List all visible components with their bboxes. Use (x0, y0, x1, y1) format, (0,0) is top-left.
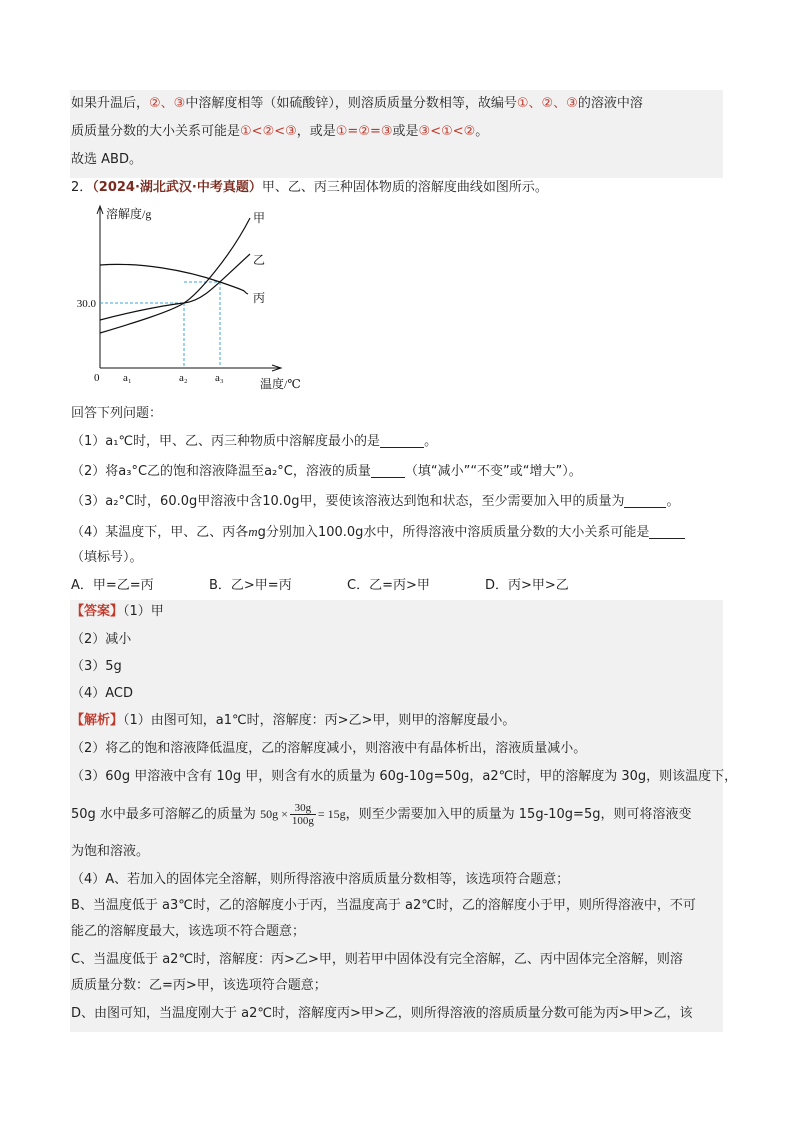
question-stem: 甲、乙、丙三种固体物质的溶解度曲线如图所示。 (261, 180, 548, 195)
sub-text: a₃°C (118, 464, 148, 479)
sub-text: 甲，要使该溶液达到饱和状态，至少需要加入甲的质量为 (299, 494, 625, 509)
sub-text: （4）某温度下，甲、乙、丙各 (71, 525, 249, 540)
analysis-line-2: （2）将乙的饱和溶液降低温度，乙的溶解度减小，则溶液中有晶体析出，溶液质量减小。 (71, 741, 587, 756)
answer-blank[interactable] (371, 463, 405, 478)
option-a[interactable]: A．甲=乙=丙 (71, 578, 154, 593)
answer-line-3: （3）5g (71, 659, 122, 674)
analysis-line-10: 质质量分数：乙=丙>甲，该选项符合题意； (71, 978, 327, 993)
prev-mark: ①<②<③ (240, 124, 297, 139)
y-tick-label: 30.0 (76, 298, 96, 310)
prev-mark: ①=②=③ (335, 124, 393, 139)
analysis-line-8: 能乙的溶解度最大，该选项不符合题意； (71, 924, 306, 939)
answer-blank[interactable] (624, 493, 666, 508)
sub-text: 100.0g (317, 525, 364, 540)
answer-line-4: （4）ACD (71, 686, 134, 701)
question-title (71, 178, 548, 198)
x-axis-label: 温度/℃ (260, 377, 301, 391)
answer-text: （1）甲 (123, 604, 164, 619)
analysis-line-9: C、当温度低于 a2℃时，溶解度：丙>乙>甲，则若甲中固体没有完全溶解，乙、丙中固体完全溶解，则溶 (71, 952, 683, 967)
sub-text: m (248, 524, 258, 539)
x-tick-label: a₂ (179, 372, 188, 384)
options-row (71, 576, 623, 596)
sub-text: g分别加入 (257, 525, 318, 540)
sub-question-4-cont: （填标号）。 (71, 550, 143, 565)
prev-mark: ③<①<② (418, 124, 476, 139)
answer-line-1 (71, 602, 164, 622)
analysis-text: ，则至少需要加入甲的质量为 15g-10g=5g，则可将溶液变 (345, 807, 692, 822)
prev-mark: ①、②、③ (516, 96, 578, 111)
analysis-line-1 (71, 711, 515, 731)
formula-text: = 15g (317, 807, 346, 821)
sub-text: 。 (666, 494, 680, 509)
solubility-chart (76, 202, 330, 392)
prev-mark: ②、③ (149, 96, 186, 111)
curve-bing (100, 264, 248, 294)
prev-line-1 (71, 94, 643, 114)
sub-text: 。 (424, 434, 438, 449)
prev-text: 或是 (392, 124, 419, 139)
analysis-line-3: （3）60g 甲溶液中含有 10g 甲，则含有水的质量为 60g-10g=50g，a2℃时，甲的溶解度为 30g，则该温度下， (71, 769, 738, 784)
option-d[interactable]: D．丙>甲>乙 (485, 578, 569, 593)
sub-text: a₁℃时，甲、乙、丙三种物质中溶解度最小的是 (105, 434, 381, 449)
analysis-line-11: D、由图可知，当温度刚大于 a2℃时，溶解度丙>甲>乙，则所得溶液的溶质质量分数可能为丙>甲>乙，该 (71, 1006, 693, 1021)
analysis-line-6: （4）A、若加入的固体完全溶解，则所得溶液中溶质质量分数相等，该选项符合题意； (71, 872, 570, 887)
sub-text: 甲溶液中含 (197, 494, 263, 509)
prev-text: 的溶液中溶 (577, 96, 643, 111)
prev-text: ，或是 (296, 124, 336, 139)
sub-question-4 (71, 522, 685, 543)
sub-text: a₂°C (264, 464, 293, 479)
sub-label: （1） (71, 434, 106, 449)
analysis-line-7: B、当温度低于 a3℃时，乙的溶解度小于丙，当温度高于 a2℃时，乙的溶解度小于甲，则所得溶液中，不可 (71, 898, 696, 913)
prev-text: 质质量分数的大小关系可能是 (71, 124, 241, 139)
option-c[interactable]: C．乙=丙>甲 (347, 578, 430, 593)
sub-question-1 (71, 432, 437, 452)
series-label-yi: 乙 (253, 253, 266, 267)
sub-text: 60.0g (160, 494, 198, 509)
answer-line-2: （2）减小 (71, 632, 132, 647)
question-number: 2． (71, 180, 93, 195)
prev-line-3: 故选 ABD。 (71, 152, 142, 167)
sub-text: （2）将 (71, 464, 119, 479)
origin-label: 0 (94, 372, 100, 384)
series-label-bing: 丙 (253, 291, 266, 305)
x-tick-label: a₃ (215, 372, 224, 384)
prev-text: 中溶解度相等（如硫酸锌），则溶质质量分数相等，故编号 (185, 96, 517, 111)
prev-text: 。 (475, 124, 489, 139)
analysis-tag: 【解析】 (71, 713, 124, 728)
answer-blank[interactable] (380, 433, 424, 448)
fraction-numerator: 30g (290, 802, 316, 815)
sub-text: 水中，所得溶液中溶质质量分数的大小关系可能是 (363, 525, 650, 540)
sub-text: 乙的饱和溶液降温至 (147, 464, 265, 479)
fraction (290, 802, 316, 827)
prev-line-2 (71, 122, 488, 142)
formula-text: 50g × (260, 807, 288, 821)
analysis-line-4 (71, 798, 691, 831)
sub-text: （填“减小”“不变”或“增大”）。 (404, 464, 582, 479)
analysis-line-5: 为饱和溶液。 (71, 844, 150, 859)
sub-text: （3） (71, 494, 106, 509)
sub-text: a₂°C时， (105, 494, 161, 509)
sub-text: ，溶液的质量 (292, 464, 371, 479)
series-label-jia: 甲 (253, 211, 266, 225)
option-b[interactable]: B．乙>甲=丙 (209, 578, 292, 593)
sub-question-3 (71, 492, 680, 512)
question-prompt: 回答下列问题： (71, 406, 163, 421)
x-tick-label: a₁ (123, 372, 132, 384)
fraction-denominator: 100g (291, 815, 314, 827)
analysis-text: （1）由图可知，a1℃时，溶解度：丙>乙>甲，则甲的溶解度最小。 (123, 713, 516, 728)
prev-text: 如果升温后， (71, 96, 150, 111)
y-axis-label: 溶解度/g (106, 207, 152, 221)
sub-question-2 (71, 462, 582, 482)
analysis-text: 50g 水中最多可溶解乙的质量为 (71, 807, 256, 822)
answer-tag: 【答案】 (71, 604, 124, 619)
question-source: （2024·湖北武汉·中考真题） (92, 180, 262, 195)
answer-blank[interactable] (649, 524, 685, 539)
sub-text: 10.0g (262, 494, 300, 509)
